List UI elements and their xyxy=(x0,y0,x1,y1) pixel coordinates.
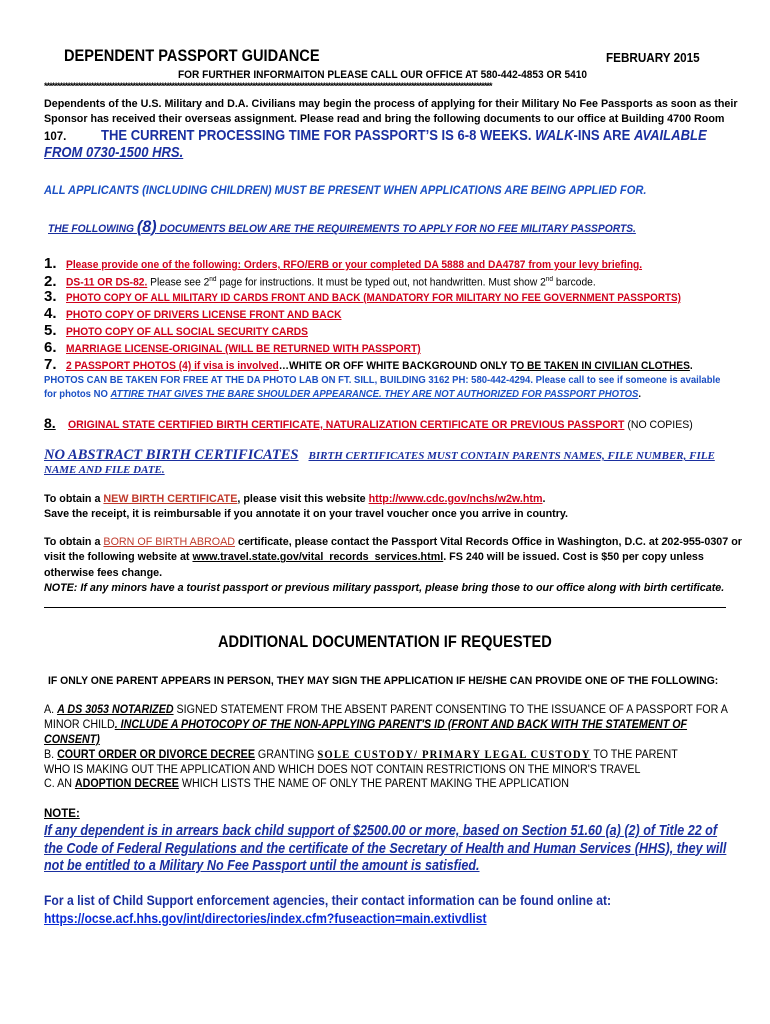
requirement-2: 2. DS-11 OR DS-82. Please see 2nd page for instructions. It must be typed out, not handwritten. Must show 2nd barcode. xyxy=(44,272,596,290)
option-b: B. COURT ORDER OR DIVORCE DECREE GRANTING SOLE CUSTODY/ PRIMARY LEGAL CUSTODY TO THE PARENT WHO IS MAKING OUT THE APPLICATION AND WHICH DOES NOT CONTAIN RESTRICTIONS ON THE MINOR'S TRAVEL xyxy=(44,749,678,776)
requirements-heading: THE FOLLOWING (8) DOCUMENTS BELOW ARE THE REQUIREMENTS TO APPLY FOR NO FEE MILITARY PASSPORTS. xyxy=(48,217,636,236)
note-label: NOTE: xyxy=(44,808,80,820)
additional-subheading: IF ONLY ONE PARENT APPEARS IN PERSON, THEY MAY SIGN THE APPLICATION IF HE/SHE CAN PROVIDE ONE OF THE FOLLOWING: xyxy=(48,675,719,687)
star-divider: **************************************************************************************************************************************************************************** xyxy=(44,81,492,91)
option-c: C. AN ADOPTION DECREE WHICH LISTS THE NAME OF ONLY THE PARENT MAKING THE APPLICATION xyxy=(44,778,569,790)
contact-line: FOR FURTHER INFORMAITON PLEASE CALL OUR OFFICE AT 580-442-4853 OR 5410 xyxy=(178,69,587,81)
born-abroad-label: BORN OF BIRTH ABROAD xyxy=(103,536,236,548)
arrears-note: If any dependent is in arrears back child support of $2500.00 or more, based on Section 51.60 (a) (2) of Title 22 of the Code of Federal Regulations and the certificate of the Secretary of Health and Human Services (HHS), they will not be entitled to a Military No Fee Passport until the amount is satisfied. xyxy=(44,823,727,874)
option-a: A. A DS 3053 NOTARIZED SIGNED STATEMENT FROM THE ABSENT PARENT CONSENTING TO THE ISSUANCE OF A PASSPORT FOR A MINOR CHILD. INCLUDE A PHOTOCOPY OF THE NON-APPLYING PARENT'S ID (FRONT AND BACK WITH THE STATEMENT OF CONSENT) xyxy=(44,704,728,746)
requirement-7: 7. 2 PASSPORT PHOTOS (4) if visa is involved…WHITE OR OFF WHITE BACKGROUND ONLY TO BE TAKEN IN CIVILIAN CLOTHES. xyxy=(44,356,693,373)
requirement-5: 5. PHOTO COPY OF ALL SOCIAL SECURITY CARDS xyxy=(44,322,308,339)
abstract-notice-line2: NAME AND FILE DATE. xyxy=(44,464,165,476)
requirement-4: 4. PHOTO COPY OF DRIVERS LICENSE FRONT AND BACK xyxy=(44,305,342,322)
requirement-6: 6. MARRIAGE LICENSE-ORIGINAL (WILL BE RETURNED WITH PASSPORT) xyxy=(44,339,421,356)
additional-heading: ADDITIONAL DOCUMENTATION IF REQUESTED xyxy=(218,632,552,651)
born-abroad-paragraph: To obtain a BORN OF BIRTH ABROAD certificate, please contact the Passport Vital Records Office in Washington, D.C. at 202-955-0307 or visit the following website at www.travel.state.gov/vital_records_services.html. FS 240 will be issued. Cost is $50 per copy unless otherwise fees change. NOTE: If any minors have a tourist passport or previous military passport, please bring those to our office along with birth certificate. xyxy=(44,536,742,594)
child-support-text: For a list of Child Support enforcement agencies, their contact information can be found online at: xyxy=(44,893,612,908)
requirement-8: 8. ORIGINAL STATE CERTIFIED BIRTH CERTIFICATE, NATURALIZATION CERTIFICATE OR PREVIOUS PASSPORT (NO COPIES) xyxy=(44,415,693,431)
photos-note: PHOTOS CAN BE TAKEN FOR FREE AT THE DA PHOTO LAB ON FT. SILL, BUILDING 3162 PH: 580-442-4294. Please call to see if someone is available for photos NO ATTIRE THAT GIVES THE BARE SHOULDER APPEARANCE. THEY ARE NOT AUTHORIZED FOR PASSPORT PHOTOS. xyxy=(44,375,721,400)
processing-hours: FROM 0730-1500 HRS. xyxy=(44,145,184,161)
document-title: DEPENDENT PASSPORT GUIDANCE xyxy=(64,46,320,65)
document-date: FEBRUARY 2015 xyxy=(606,50,700,65)
new-birth-certificate-label: NEW BIRTH CERTIFICATE xyxy=(103,493,238,505)
requirement-3: 3. PHOTO COPY OF ALL MILITARY ID CARDS FRONT AND BACK (MANDATORY FOR MILITARY NO FEE GOVERNMENT PASSPORTS) xyxy=(44,288,681,305)
child-support-link[interactable]: https://ocse.acf.hhs.gov/int/directories/index.cfm?fuseaction=main.extivdlist xyxy=(44,911,487,926)
travel-state-link[interactable]: www.travel.state.gov/vital_records_services.html xyxy=(192,551,444,564)
cdc-link[interactable]: http://www.cdc.gov/nchs/w2w.htm xyxy=(368,493,543,505)
processing-time: 107. THE CURRENT PROCESSING TIME FOR PASSPORT’S IS 6-8 WEEKS. WALK-INS ARE AVAILABLE xyxy=(44,128,707,144)
all-applicants-notice: ALL APPLICANTS (INCLUDING CHILDREN) MUST BE PRESENT WHEN APPLICATIONS ARE BEING APPLIED FOR. xyxy=(44,184,647,197)
section-divider xyxy=(44,607,726,608)
abstract-notice: NO ABSTRACT BIRTH CERTIFICATES BIRTH CERTIFICATES MUST CONTAIN PARENTS NAMES, FILE NUMBER, FILE xyxy=(44,447,715,463)
intro-paragraph: Dependents of the U.S. Military and D.A. Civilians may begin the process of applying for their Military No Fee Passports as soon as their Sponsor has received their overseas assignment. Please read and bring the following documents to our office at Building 4700 Room xyxy=(44,98,738,125)
new-birth-paragraph: To obtain a NEW BIRTH CERTIFICATE, please visit this website http://www.cdc.gov/nchs/w2w.htm. Save the receipt, it is reimbursable if you annotate it on your travel voucher once you arrive in country. xyxy=(44,493,569,520)
requirement-1: 1. Please provide one of the following: Orders, RFO/ERB or your completed DA 5888 and DA4787 from your levy briefing. xyxy=(44,255,643,272)
